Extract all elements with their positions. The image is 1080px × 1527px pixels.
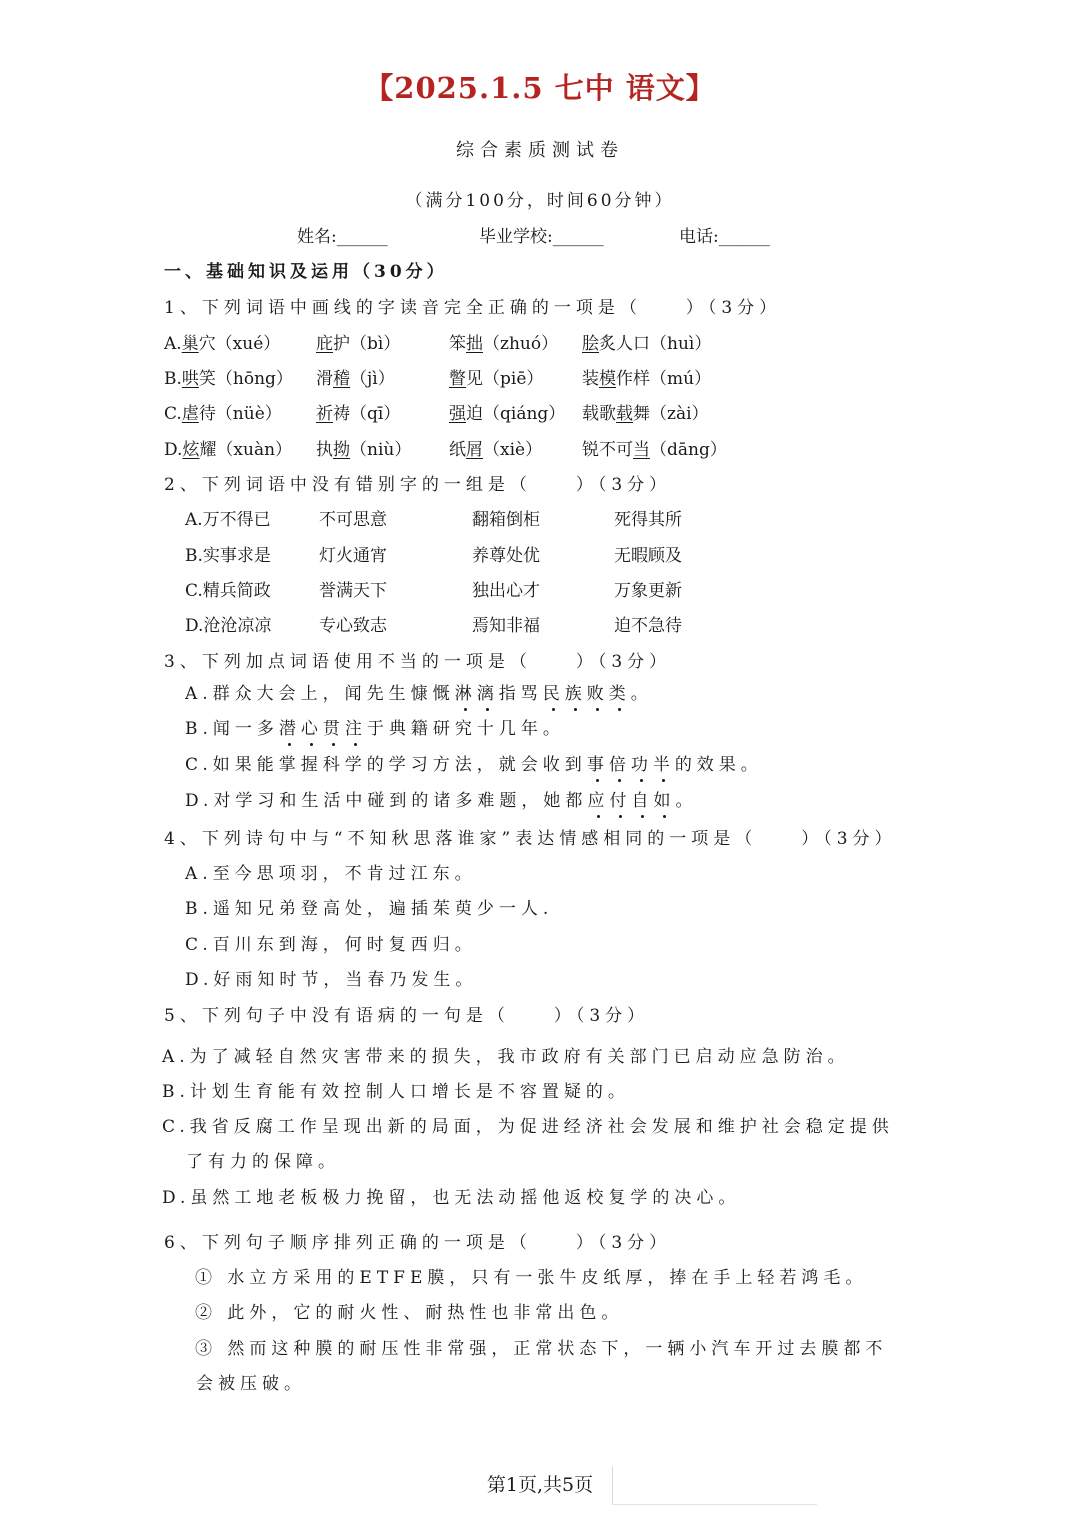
q2-choice-cell: 不可思意 bbox=[319, 510, 387, 530]
underlined-char: 哄 bbox=[181, 369, 199, 389]
q2-choice-cell: 誉满天下 bbox=[319, 581, 387, 601]
q2-choice-cell: 死得其所 bbox=[614, 510, 682, 530]
q2-choice-cell: 养尊处优 bbox=[472, 546, 540, 566]
q1-choice-cell: 强迫（qiáng） bbox=[449, 404, 566, 424]
q2-choice-cell: 翻箱倒柜 bbox=[472, 510, 540, 530]
question-4-option-c: C.百川东到海，何时复西归。 bbox=[185, 935, 477, 955]
question-6-item-1: ① 水立方采用的ETFE膜，只有一张牛皮纸厚，捧在手上轻若鸿毛。 bbox=[195, 1268, 868, 1288]
question-4-option-a: A.至今思项羽，不肯过江东。 bbox=[185, 864, 477, 884]
exam-meta: （满分100分，时间60分钟） bbox=[405, 191, 675, 211]
underlined-char: 稽 bbox=[333, 369, 350, 389]
underlined-char: 脍 bbox=[582, 334, 599, 354]
q1-choice-cell: 脍炙人口（huì） bbox=[582, 334, 712, 354]
q1-choice-cell: B.哄笑（hōng） bbox=[164, 369, 293, 389]
question-5-option-c: C.我省反腐工作呈现出新的局面，为促进经济社会发展和维护社会稳定提供 bbox=[162, 1117, 894, 1137]
question-4-option-b: B.遥知兄弟登高处，遍插茱萸少一人. bbox=[185, 899, 554, 919]
exam-subtitle: 综合素质测试卷 bbox=[456, 140, 624, 161]
question-2-stem: 2、下列词语中没有错别字的一组是（ ）（3分） bbox=[164, 475, 672, 495]
emphasized-phrase: 潜心贯注 bbox=[278, 719, 367, 739]
q1-choice-cell: D.炫耀（xuàn） bbox=[164, 440, 293, 460]
q2-choice-cell: 专心致志 bbox=[319, 616, 387, 636]
question-6-item-3: ③ 然而这种膜的耐压性非常强，正常状态下，一辆小汽车开过去膜都不 bbox=[195, 1339, 888, 1359]
footer-divider bbox=[612, 1504, 817, 1505]
q1-choice-cell: 纸屑（xiè） bbox=[449, 440, 543, 460]
q1-choice-cell: 庇护（bì） bbox=[316, 334, 401, 354]
page-footer: 第1页,共5页 bbox=[486, 1474, 594, 1496]
q2-choice-cell: 万象更新 bbox=[614, 581, 682, 601]
question-4-stem: 4、下列诗句中与“不知秋思落谁家”表达情感相同的一项是（ ）（3分） bbox=[164, 829, 897, 849]
page-title: 【2025.1.5 七中 语文】 bbox=[364, 71, 716, 105]
question-5-option-d: D.虽然工地老板极力挽留，也无法动摇他返校复学的决心。 bbox=[162, 1188, 741, 1208]
question-3-option: A.群众大会上，闻先生慷慨淋漓指骂民族败类。 bbox=[185, 684, 653, 704]
q1-choice-cell: 载歌载舞（zài） bbox=[582, 404, 709, 424]
underlined-char: 强 bbox=[449, 404, 466, 424]
underlined-char: 巢 bbox=[181, 334, 199, 354]
q1-choice-cell: C.虐待（nüè） bbox=[164, 404, 282, 424]
question-4-option-d: D.好雨知时节，当春乃发生。 bbox=[185, 970, 478, 990]
underlined-char: 载 bbox=[616, 404, 633, 424]
question-6-item-2: ② 此外，它的耐火性、耐热性也非常出色。 bbox=[195, 1303, 624, 1323]
underlined-char: 虐 bbox=[181, 404, 199, 424]
question-6-item-3-cont: 会被压破。 bbox=[196, 1374, 306, 1394]
question-3-option: D.对学习和生活中碰到的诸多难题，她都应付自如。 bbox=[185, 791, 698, 811]
question-6-stem: 6、下列句子顺序排列正确的一项是（ ）（3分） bbox=[164, 1233, 672, 1253]
underlined-char: 炫 bbox=[182, 440, 200, 460]
q2-choice-cell: 迫不急待 bbox=[614, 616, 682, 636]
emphasized-phrase: 应付自如 bbox=[587, 791, 676, 811]
question-5-option-c-cont: 了有力的保障。 bbox=[186, 1152, 340, 1172]
question-5-option-b: B.计划生育能有效控制人口增长是不容置疑的。 bbox=[162, 1082, 630, 1102]
q1-choice-cell: 锐不可当（dāng） bbox=[582, 440, 727, 460]
q2-choice-cell: 无暇顾及 bbox=[614, 546, 682, 566]
underlined-char: 拗 bbox=[333, 440, 350, 460]
q2-choice-cell: A.万不得已 bbox=[185, 510, 271, 530]
school-field: 毕业学校:______ bbox=[479, 227, 604, 247]
underlined-char: 庇 bbox=[316, 334, 333, 354]
q1-choice-cell: 瞥见（piē） bbox=[449, 369, 544, 389]
question-3-option: C.如果能掌握科学的学习方法，就会收到事倍功半的效果。 bbox=[185, 755, 763, 775]
name-field: 姓名:______ bbox=[297, 227, 388, 247]
underlined-char: 瞥 bbox=[449, 369, 466, 389]
q2-choice-cell: D.沧沧凉凉 bbox=[185, 616, 272, 636]
question-5-stem: 5、下列句子中没有语病的一句是（ ）（3分） bbox=[164, 1006, 650, 1026]
question-3-option: B.闻一多潜心贯注于典籍研究十几年。 bbox=[185, 719, 565, 739]
emphasized-phrase: 事倍功半 bbox=[586, 755, 675, 775]
q1-choice-cell: 笨拙（zhuó） bbox=[449, 334, 559, 354]
q1-choice-cell: 装模作样（mú） bbox=[582, 369, 712, 389]
question-3-stem: 3、下列加点词语使用不当的一项是（ ）（3分） bbox=[164, 652, 672, 672]
emphasized-phrase: 民族败类 bbox=[542, 684, 631, 704]
q2-choice-cell: 焉知非福 bbox=[472, 616, 540, 636]
q1-choice-cell: 祈祷（qī） bbox=[316, 404, 401, 424]
underlined-char: 拙 bbox=[466, 334, 483, 354]
q2-choice-cell: 灯火通宵 bbox=[319, 546, 387, 566]
underlined-char: 屑 bbox=[466, 440, 483, 460]
section-heading: 一、基础知识及运用（30分） bbox=[164, 262, 448, 282]
question-1-stem: 1、下列词语中画线的字读音完全正确的一项是（ ）（3分） bbox=[164, 298, 782, 318]
question-5-option-a: A.为了减轻自然灾害带来的损失，我市政府有关部门已启动应急防治。 bbox=[162, 1047, 850, 1067]
q2-choice-cell: C.精兵简政 bbox=[185, 581, 271, 601]
q1-choice-cell: 滑稽（jì） bbox=[316, 369, 395, 389]
q2-choice-cell: 独出心才 bbox=[472, 581, 540, 601]
q1-choice-cell: A.巢穴（xué） bbox=[164, 334, 281, 354]
underlined-char: 当 bbox=[633, 440, 650, 460]
q1-choice-cell: 执拗（niù） bbox=[316, 440, 412, 460]
underlined-char: 模 bbox=[599, 369, 616, 389]
q2-choice-cell: B.实事求是 bbox=[185, 546, 271, 566]
phone-field: 电话:______ bbox=[679, 227, 770, 247]
emphasized-phrase: 淋漓 bbox=[454, 684, 499, 704]
underlined-char: 祈 bbox=[316, 404, 333, 424]
